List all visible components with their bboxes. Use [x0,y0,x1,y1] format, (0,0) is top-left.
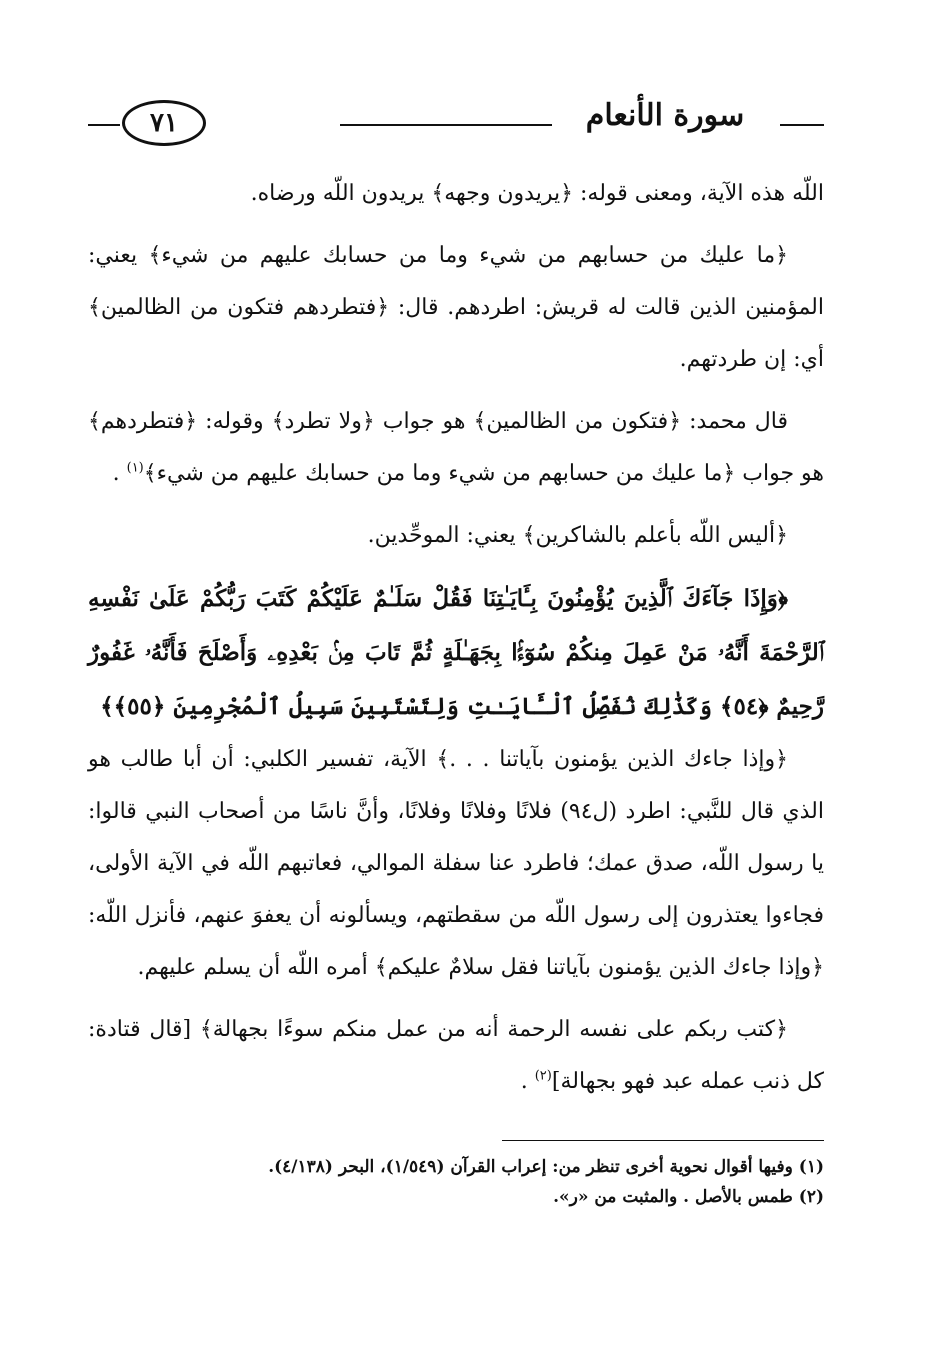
page-number: ٧١ [122,100,206,146]
paragraph-text: قال محمد: ﴿فتكون من الظالمين﴾ هو جواب ﴿ولا تطرد﴾ وقوله: ﴿فتطردهم﴾ هو جواب ﴿ما عليك من حسابهم من شيء وما من حسابك عليهم من شيء﴾ [88,409,824,486]
header-rule [88,124,120,126]
footnote: (١) وفيها أقوال نحوية أخرى تنظر من: إعراب القرآن (١/٥٤٩)، البحر (٤/١٣٨). [268,1157,824,1177]
paragraph-text: ﴿كتب ربكم على نفسه الرحمة أنه من عمل منكم سوءًا بجهالة﴾ [قال قتادة: كل ذنب عمله عبد فهو بجهالة] [88,1017,824,1094]
body-text [88,168,824,1118]
paragraph: ﴿أليس اللّه بأعلم بالشاكرين﴾ يعني: الموحِّدين. [367,523,788,548]
footnote-marker: (١) [126,460,144,476]
header-rule [340,124,552,126]
footnote-separator [502,1140,824,1141]
surah-title: سورة الأنعام [585,98,745,133]
footnote-marker: (٢) [534,1068,552,1084]
footnote: (٢) طمس بالأصل . والمثبت من «ر». [553,1187,824,1207]
header-rule [780,124,824,126]
paragraph: ﴿كتب ربكم على نفسه الرحمة أنه من عمل منكم سوءًا بجهالة﴾ [قال قتادة: كل ذنب عمله عبد فهو بجهالة]$^{(٢)}$ . [88,1017,824,1094]
footnotes [120,1152,824,1212]
paragraph: اللّه هذه الآية، ومعنى قوله: ﴿يريدون وجهه﴾ يريدون اللّه ورضاه. [250,181,824,206]
page-header [88,92,824,152]
paragraph: ﴿ما عليك من حسابهم من شيء وما من حسابك عليهم من شيء﴾ يعني: المؤمنين الذين قالت له قريش: اطردهم. قال: ﴿فتطردهم فتكون من الظالمين﴾ أي: إن طردتهم. [88,243,824,372]
paragraph: قال محمد: ﴿فتكون من الظالمين﴾ هو جواب ﴿ولا تطرد﴾ وقوله: ﴿فتطردهم﴾ هو جواب ﴿ما عليك من حسابهم من شيء وما من حسابك عليهم من شيء﴾$^{(١)}$ . [88,409,824,486]
quran-verse: ﴿وَإِذَا جَآءَكَ ٱلَّذِينَ يُؤْمِنُونَ بِـَٔايَـٰتِنَا فَقُلْ سَلَـٰمٌ عَلَيْكُمْ كَتَبَ رَبُّكُمْ عَلَىٰ نَفْسِهِ ٱلرَّحْمَةَ أَنَّهُۥ مَنْ عَمِلَ مِنكُمْ سُوٓءًۢا بِجَهَـٰلَةٍ ثُمَّ تَابَ مِنۢ بَعْدِهِۦ وَأَصْلَحَ فَأَنَّهُۥ غَفُورٌ رَّحِيمٌ ﴿٥٤﴾ وَكَذَٰلِكَ نُفَصِّلُ ٱلْـَٔايَـٰتِ وَلِتَسْتَبِينَ سَبِيلُ ٱلْمُجْرِمِينَ ﴿٥٥﴾﴾ [88,585,824,720]
paragraph: ﴿وإذا جاءك الذين يؤمنون بآياتنا . . .﴾ الآية، تفسير الكلبي: أن أبا طالب هو الذي قال للنَّبي: اطرد (ل٩٤) فلانًا وفلانًا وفلانًا، وأنَّ ناسًا من أصحاب النبي قالوا: يا رسول اللّه، صدق عمك؛ فاطرد عنا سفلة الموالي، فعاتبهم اللّه في الآية الأولى، فجاءوا يعتذرون إلى رسول اللّه من سقطتهم، ويسألونه أن يعفوَ عنهم، فأنزل اللّه: ﴿وإذا جاءك الذين يؤمنون بآياتنا فقل سلامٌ عليكم﴾ أمره اللّه أن يسلم عليهم. [88,747,824,980]
